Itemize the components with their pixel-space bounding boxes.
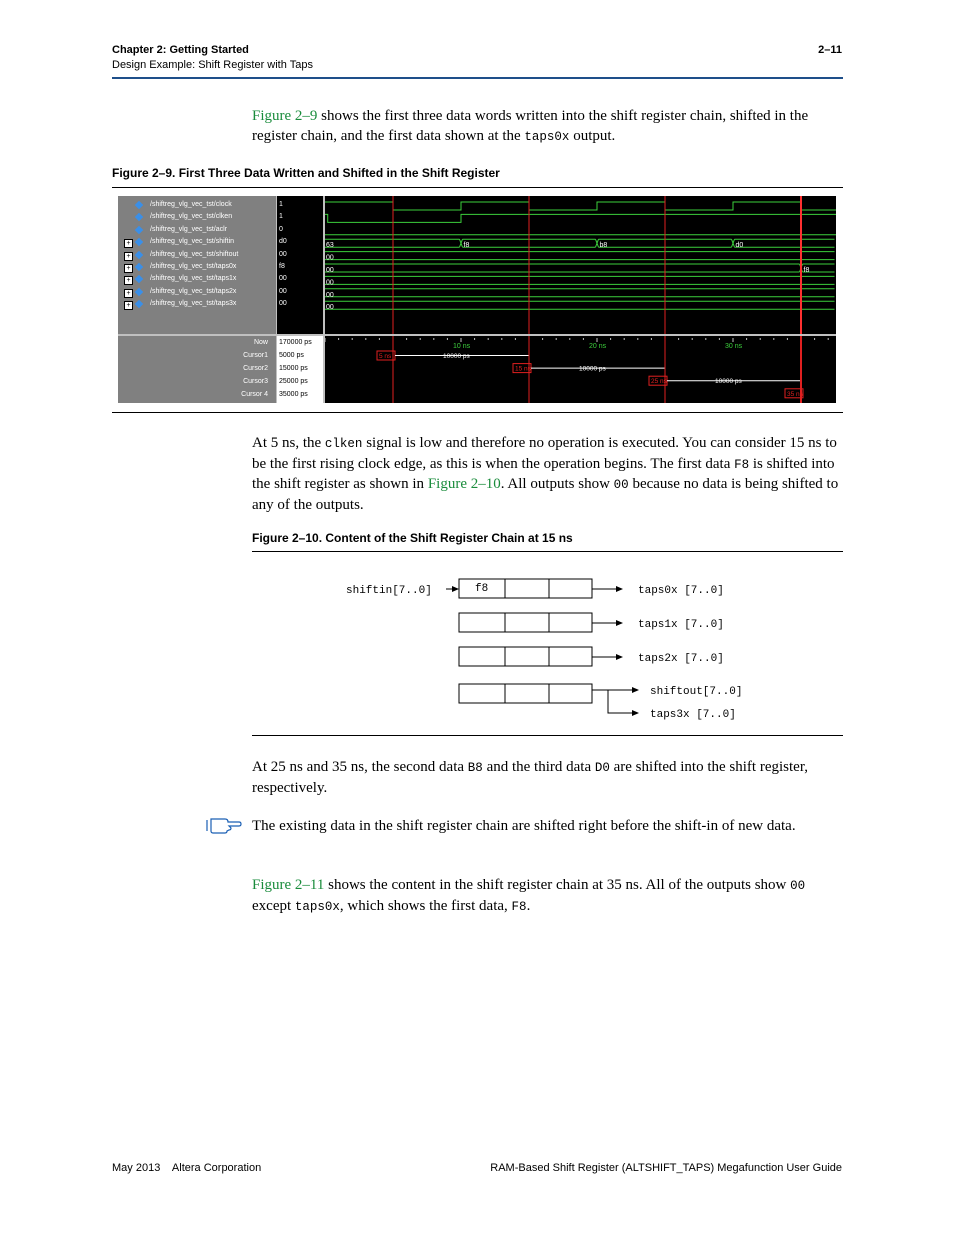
bus-segment xyxy=(325,264,800,272)
paragraph-1-text-a: shows the first three data words written into the shift register chain, shifted in the register chain, and the first data shown at the xyxy=(252,108,809,144)
bus-value: f8 xyxy=(803,267,810,274)
taps3x-arrow xyxy=(608,690,638,713)
expand-icon[interactable]: + xyxy=(124,239,133,248)
signal-name: /shiftreg_vlg_vec_tst/taps3x xyxy=(150,300,237,308)
shiftout-label: shiftout[7..0] xyxy=(650,686,743,698)
time-tick-label: 10 ns xyxy=(453,343,471,350)
cursor-marker-label: 5 ns xyxy=(379,353,392,360)
signal-value: 0 xyxy=(279,225,283,233)
bus-transition xyxy=(596,239,599,247)
bus-segment xyxy=(325,289,835,297)
code-clken: clken xyxy=(324,437,363,451)
p2-t1: At 5 ns, the xyxy=(252,435,325,451)
figure-top-rule xyxy=(112,187,843,188)
bus-value: f8 xyxy=(463,242,470,250)
cursor-value: 35000 ps xyxy=(279,391,308,398)
code-taps0x-b: taps0x xyxy=(294,899,340,914)
cursor-value: 170000 ps xyxy=(279,339,312,346)
bus-value: d0 xyxy=(735,242,744,250)
shift-register-diagram xyxy=(330,570,770,725)
bus-segment xyxy=(325,239,460,250)
section-title: Design Example: Shift Register with Taps xyxy=(112,59,313,71)
signal-icon xyxy=(135,213,143,221)
paragraph-2 xyxy=(252,434,842,515)
cursor-name: Cursor1 xyxy=(243,352,268,359)
signal-value: f8 xyxy=(279,263,285,270)
bus-value: 00 xyxy=(326,279,334,287)
signal-icon xyxy=(135,300,143,308)
signal-icon xyxy=(135,263,143,271)
signal-icon xyxy=(135,201,143,209)
figure-2-10-link[interactable]: Figure 2–10 xyxy=(427,476,501,492)
taps2x-label: taps2x [7..0] xyxy=(638,653,724,665)
signal-icon xyxy=(135,250,143,258)
signal-value: 00 xyxy=(279,250,287,258)
expand-icon[interactable]: + xyxy=(124,264,133,273)
signal-name: /shiftreg_vlg_vec_tst/taps2x xyxy=(150,287,237,295)
expand-icon[interactable]: + xyxy=(124,301,133,310)
bus-value: 00 xyxy=(326,254,334,262)
paragraph-1 xyxy=(252,107,842,147)
p2-t4: . All outputs show xyxy=(500,476,614,492)
signal-name: /shiftreg_vlg_vec_tst/aclr xyxy=(150,225,228,233)
page-number: 2–11 xyxy=(818,44,842,56)
p4-t3: , which shows the first data, xyxy=(339,897,512,914)
signal-name: /shiftreg_vlg_vec_tst/taps0x xyxy=(150,263,237,270)
code-00: 00 xyxy=(613,478,629,492)
time-ruler xyxy=(325,336,836,403)
shiftin-label: shiftin[7..0] xyxy=(346,585,432,597)
paragraph-3 xyxy=(252,758,842,798)
bus-value: 00 xyxy=(326,304,334,312)
header-rule xyxy=(112,77,843,79)
bus-segment xyxy=(325,276,835,287)
code-b8: B8 xyxy=(467,761,483,775)
bus-segment xyxy=(325,301,835,312)
p4-t2: except xyxy=(252,897,295,914)
signal-icon xyxy=(135,226,143,234)
code-f8-b: F8 xyxy=(511,899,527,914)
first-cell-value: f8 xyxy=(475,583,489,595)
expand-icon[interactable]: + xyxy=(124,276,133,285)
signal-name: /shiftreg_vlg_vec_tst/shiftout xyxy=(150,250,239,258)
signal-value-panel xyxy=(277,196,323,334)
chapter-title: Chapter 2: Getting Started xyxy=(112,44,249,56)
cursor-value: 15000 ps xyxy=(279,365,308,372)
paragraph-1-text-b: output. xyxy=(569,127,616,144)
clken-trace xyxy=(325,214,836,222)
signal-name: /shiftreg_vlg_vec_tst/clken xyxy=(150,213,233,221)
signal-name-panel xyxy=(118,196,276,334)
time-tick-label: 20 ns xyxy=(589,343,607,350)
paragraph-4 xyxy=(252,876,842,917)
expand-icon[interactable]: + xyxy=(124,252,133,261)
code-00-b: 00 xyxy=(790,879,806,893)
bus-value: 00 xyxy=(326,291,334,299)
code-f8: F8 xyxy=(734,457,750,472)
time-tick-label: 30 ns xyxy=(725,343,743,350)
expand-icon[interactable]: + xyxy=(124,289,133,298)
cursor-marker-label: 25 ns xyxy=(651,378,667,386)
bus-value: 00 xyxy=(326,267,334,274)
pointing-hand-icon xyxy=(205,816,243,836)
p4-t4: . xyxy=(526,897,531,914)
code-d0: D0 xyxy=(594,761,610,775)
cursor-name: Cursor 4 xyxy=(241,391,268,398)
cursor-marker-label: 15 ns xyxy=(515,365,531,373)
figure-2-11-link[interactable]: Figure 2–11 xyxy=(252,877,325,893)
figure-2-10-caption: Figure 2–10. Content of the Shift Register Chain at 15 ns xyxy=(252,531,573,545)
p3-t3: are shifted into the shift register, respectively. xyxy=(252,759,808,796)
p2-t3: is shifted into the shift register as shown in xyxy=(252,455,835,492)
figure-2-10-bottom-rule xyxy=(252,735,843,736)
signal-name: /shiftreg_vlg_vec_tst/shiftin xyxy=(150,238,235,246)
cursor-value: 5000 ps xyxy=(279,352,304,359)
delta-label: 10000 ps xyxy=(443,353,470,360)
signal-value: 1 xyxy=(279,213,283,221)
footer-right: RAM-Based Shift Register (ALTSHIFT_TAPS) Megafunction User Guide xyxy=(490,1162,842,1174)
signal-icon xyxy=(135,238,143,246)
note-text: The existing data in the shift register chain are shifted right before the shift-in of new data. xyxy=(252,818,796,834)
bus-value: b8 xyxy=(599,242,608,250)
waveform-viewer xyxy=(118,196,836,403)
delta-label: 10000 ps xyxy=(579,365,606,373)
cursor-marker-label: 35 ns xyxy=(787,390,803,398)
signal-value: 00 xyxy=(279,275,287,283)
register-row-2 xyxy=(459,647,592,666)
taps3x-label: taps3x [7..0] xyxy=(650,709,736,721)
signal-value: 00 xyxy=(279,300,287,308)
bus-transition xyxy=(460,239,463,247)
bus-value: 63 xyxy=(326,242,334,250)
clock-trace xyxy=(325,202,836,210)
p2-t2: signal is low and therefore no operation is executed. You can consider 15 ns to be the first rising clock edge, as this is when the operation begins. The first data xyxy=(252,435,837,472)
figure-2-9-link[interactable]: Figure 2–9 xyxy=(252,108,318,124)
signal-icon xyxy=(135,288,143,296)
register-row-3 xyxy=(459,684,592,703)
delta-label: 10000 ps xyxy=(715,378,742,386)
figure-bottom-rule xyxy=(112,412,843,413)
taps0x-label: taps0x [7..0] xyxy=(638,585,724,597)
signal-value: 00 xyxy=(279,287,287,295)
p3-t1: At 25 ns and 35 ns, the second data xyxy=(252,759,468,775)
bus-segment xyxy=(325,252,835,260)
cursor-value-panel xyxy=(277,336,323,403)
signal-name: /shiftreg_vlg_vec_tst/taps1x xyxy=(150,275,237,283)
bus-segment xyxy=(735,239,835,250)
figure-2-10-top-rule xyxy=(252,551,843,552)
code-taps0x: taps0x xyxy=(524,129,570,144)
cursor-name: Now xyxy=(253,339,268,346)
signal-value: 1 xyxy=(279,201,283,208)
signal-icon xyxy=(135,275,143,283)
cursor-name-panel xyxy=(118,336,276,403)
footer-left: May 2013 Altera Corporation xyxy=(112,1162,262,1174)
cursor-value: 25000 ps xyxy=(279,378,308,385)
bus-transition xyxy=(732,239,735,247)
cursor-name: Cursor2 xyxy=(243,365,268,372)
register-row-1 xyxy=(459,613,592,632)
taps1x-label: taps1x [7..0] xyxy=(638,619,724,631)
figure-2-9-caption: Figure 2–9. First Three Data Written and Shifted in the Shift Register xyxy=(112,166,500,180)
waveform-plot xyxy=(325,196,836,334)
p2-t5: because no data is being shifted to any of the outputs. xyxy=(252,476,839,513)
signal-name: /shiftreg_vlg_vec_tst/clock xyxy=(150,201,232,208)
signal-value: d0 xyxy=(279,238,287,246)
p4-t1: shows the content in the shift register chain at 35 ns. All of the outputs show xyxy=(324,877,791,893)
p3-t2: and the third data xyxy=(482,759,595,775)
cursor-name: Cursor3 xyxy=(243,378,268,385)
